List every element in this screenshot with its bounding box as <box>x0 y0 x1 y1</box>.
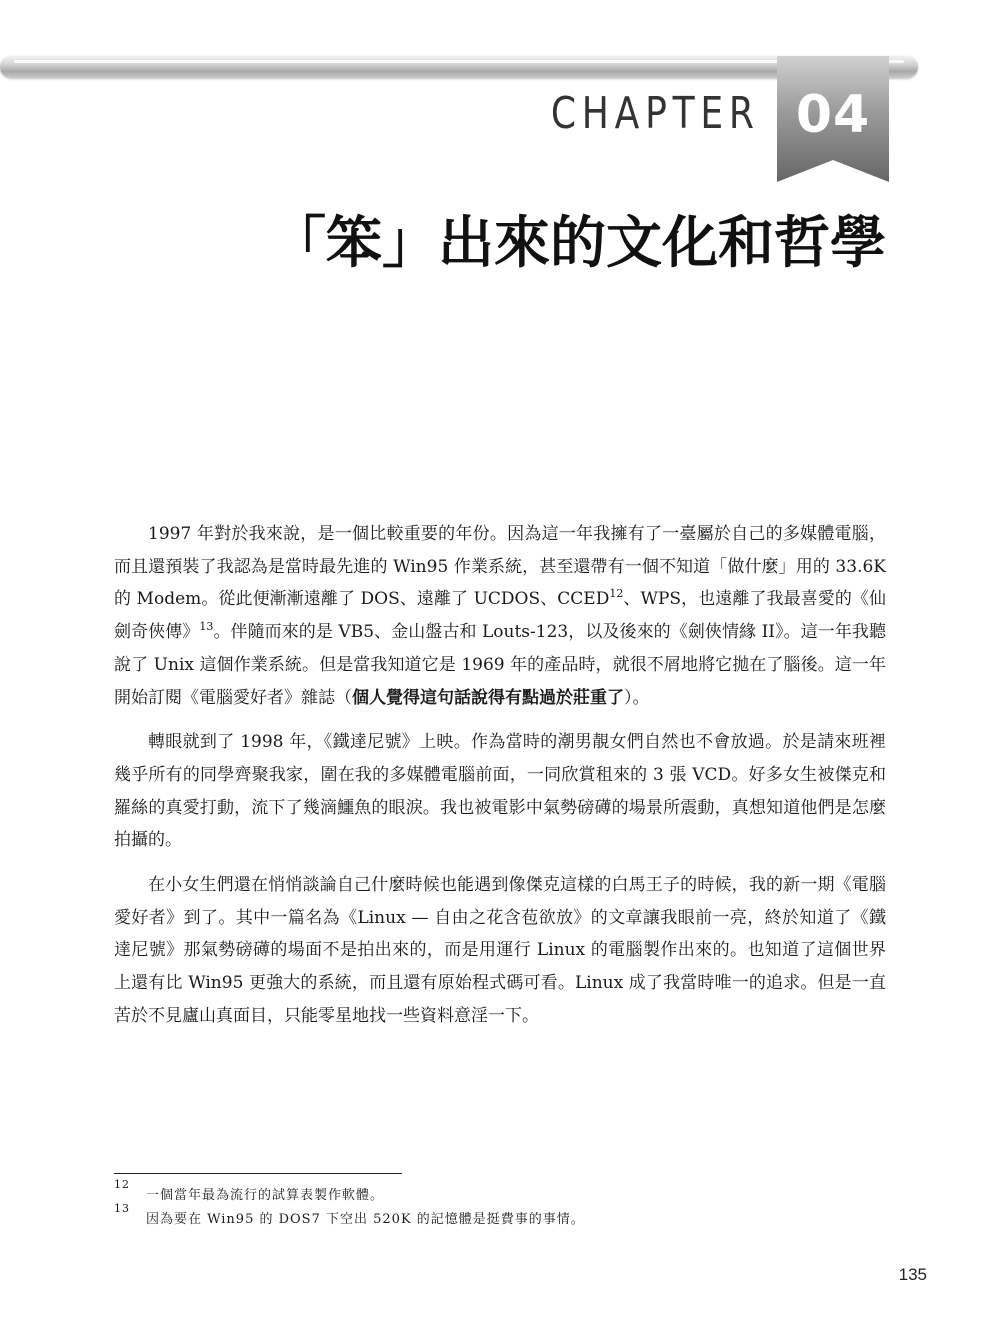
chapter-ribbon <box>777 56 889 182</box>
body-text <box>114 518 886 1045</box>
p1-text-2: 、WPS，也遠離了我最喜愛的《仙劍奇俠傳》 <box>114 589 886 643</box>
p1-text-3: 。伴隨而來的是 VB5、金山盤古和 Louts-123，以及後來的《劍俠情緣 II》。這一年我聽說了 Unix 這個作業系統。但是當我知道它是 1969 年的產品時，就很不屑地將它拋在了腦後。這一年開始訂閱《電腦愛好者》雜誌（ <box>114 622 887 708</box>
chapter-title: 「笨」出來的文化和哲學 <box>270 211 886 276</box>
footnote-number: 12 <box>114 1178 130 1191</box>
footnote-13 <box>114 1204 886 1228</box>
paragraph-3: 在小女生們還在悄悄談論自己什麼時候也能遇到像傑克這樣的白馬王子的時候，我的新一期《電腦愛好者》到了。其中一篇名為《Linux — 自由之花含苞欲放》的文章讓我眼前一亮，終於知道了《鐵達尼號》那氣勢磅礡的場面不是拍出來的，而是用運行 Linux 的電腦製作出來的。也知道了這個世界上還有比 Win95 更強大的系統，而且還有原始程式碼可看。Linux 成了我當時唯一的追求。但是一直苦於不見廬山真面目，只能零星地找一些資料意淫一下。 <box>114 875 886 1026</box>
footnote-text: 因為要在 Win95 的 DOS7 下空出 520K 的記憶體是挺費事的事情。 <box>146 1212 585 1227</box>
paragraph-1 <box>114 518 886 714</box>
footnote-12 <box>114 1180 886 1204</box>
footnotes <box>114 1180 886 1228</box>
footnote-ref-13: 13 <box>199 620 214 634</box>
footnote-divider <box>114 1173 402 1174</box>
page-number: 135 <box>898 1265 927 1284</box>
p1-bold-aside: 個人覺得這句話說得有點過於莊重了 <box>352 687 624 708</box>
footnote-ref-12: 12 <box>609 587 624 601</box>
chapter-number: 04 <box>795 85 871 145</box>
header-bar-highlight <box>14 60 904 63</box>
p1-text-4: ）。 <box>624 687 650 708</box>
p1-text-1: 1997 年對於我來說，是一個比較重要的年份。因為這一年我擁有了一臺屬於自己的多媒體電腦，而且還預裝了我認為是當時最先進的 Win95 作業系統，甚至還帶有一個不知道「做什麼」用的 33.6K 的 Modem。從此便漸漸遠離了 DOS、遠離了 UCDOS、CCED <box>114 524 886 610</box>
chapter-label: CHAPTER <box>551 88 760 139</box>
paragraph-2: 轉眼就到了 1998 年，《鐵達尼號》上映。作為當時的潮男靚女們自然也不會放過。於是請來班裡幾乎所有的同學齊聚我家，圍在我的多媒體電腦前面，一同欣賞租來的 3 張 VCD。好多女生被傑克和羅絲的真愛打動，流下了幾滴鱷魚的眼淚。我也被電影中氣勢磅礡的場景所震動，真想知道他們是怎麼拍攝的。 <box>114 732 886 851</box>
footnote-text: 一個當年最為流行的試算表製作軟體。 <box>146 1188 385 1203</box>
footnote-number: 13 <box>114 1202 130 1215</box>
